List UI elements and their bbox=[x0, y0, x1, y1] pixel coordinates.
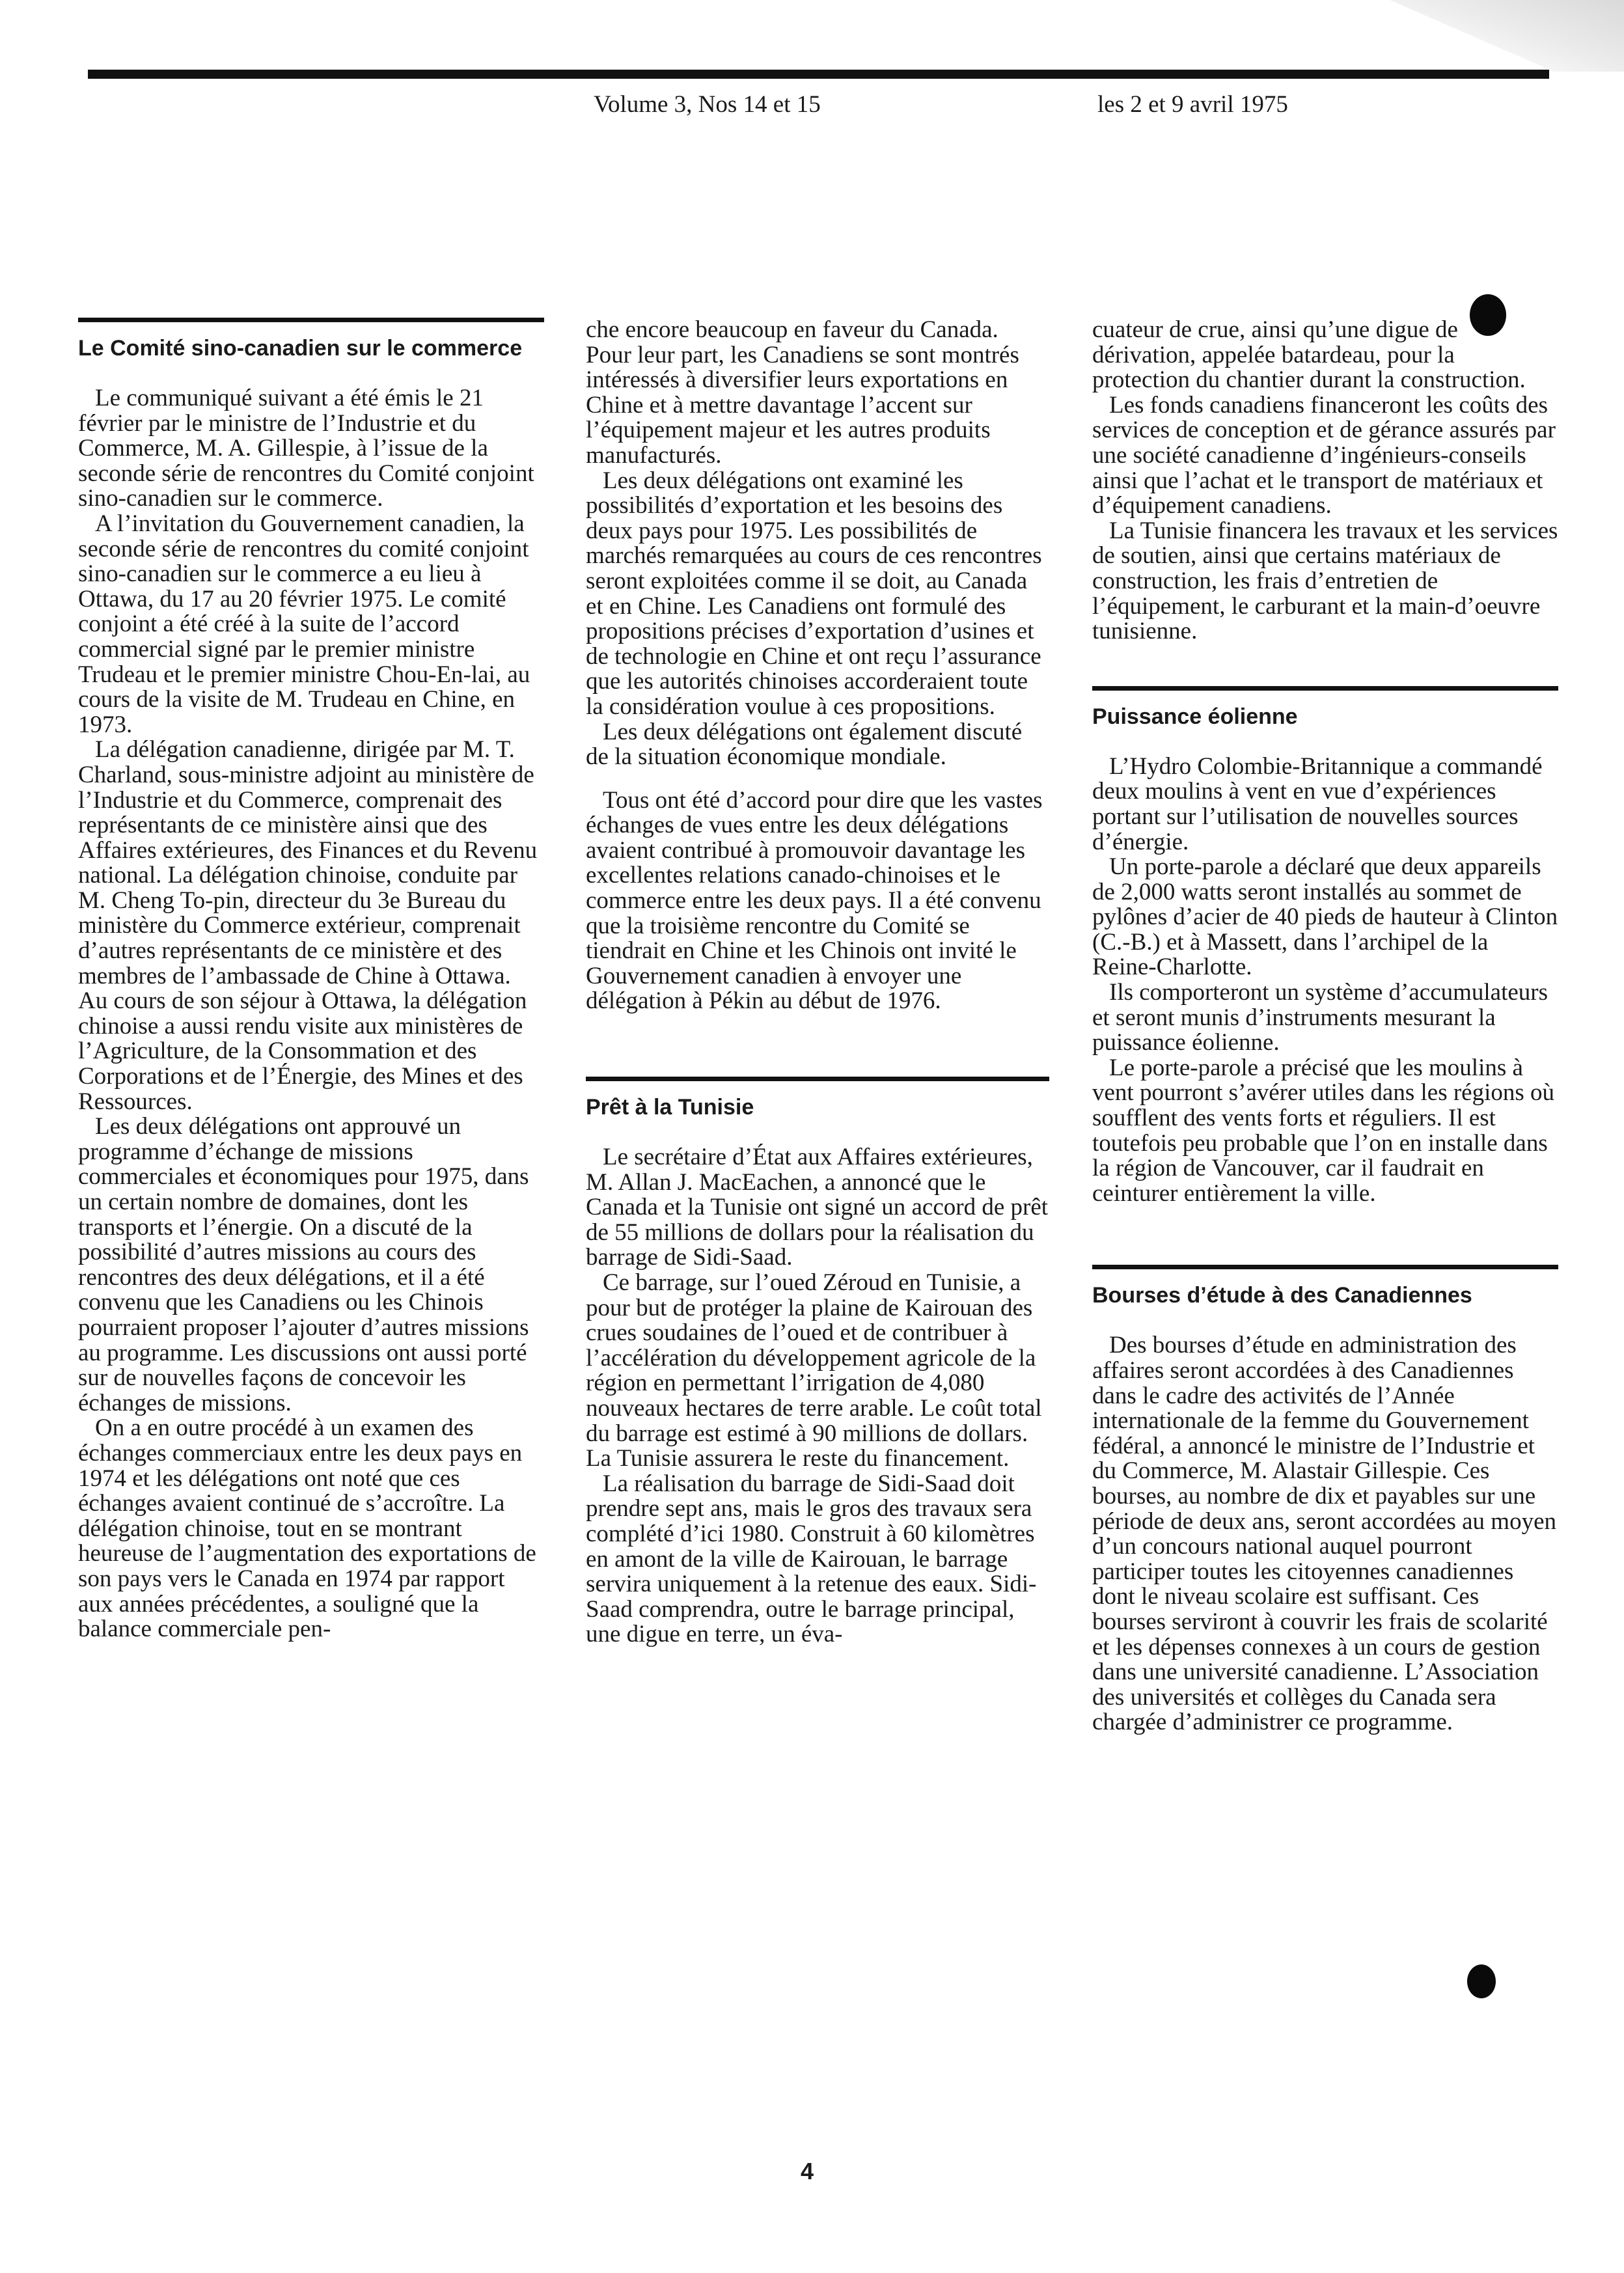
article-body-comite bbox=[78, 386, 544, 1642]
paragraph: Des bourses d’étude en administration des affaires seront accordées à des Canadiennes dans le cadre des activités de l’Année internationale de la femme du Gouvernement fédéral, a annoncé le ministre de l’Industrie et du Commerce, M. Alastair Gillespie. Ces bourses, au nombre de dix et payables sur une période de deux ans, seront accordées au moyen d’un concours national auquel pourront participer toutes les citoyennes canadiennes dont le niveau scolaire est suffisant. Ces bourses serviront à couvrir les frais de scolarité et les dépenses connexes à un cours de gestion dans une université canadienne. L’Association des universités et collèges du Canada sera chargée d’administrer ce programme. bbox=[1092, 1332, 1556, 1736]
paragraph: che encore beaucoup en faveur du Canada. Pour leur part, les Canadiens se sont montrés intéressés à diversifier leurs exportations en Chine et à mettre davantage l’accent sur l’équipement majeur et les autres produits manufacturés. bbox=[586, 316, 1019, 469]
paragraph: Tous ont été d’accord pour dire que les vastes échanges de vues entre les deux délégations avaient contribué à promouvoir davantage les excellentes relations canado-chinoises et le commerce entre les deux pays. Il a été convenu que la troisième rencontre du Comité se tiendrait en Chine et les Chinois ont invité le Gouvernement canadien à envoyer une délégation à Pékin au début de 1976. bbox=[586, 786, 1043, 1015]
paragraph: La délégation canadienne, dirigée par M. T. Charland, sous-ministre adjoint au ministère de l’Industrie et du Commerce, comprenait des représentants de ce ministère ainsi que des Affaires extérieures, des Finances et du Revenu national. La délégation chinoise, conduite par M. Cheng To-pin, directeur du 3e Bureau du ministère du Commerce extérieur, comprenait d’autres représentants de ce ministère et des membres de l’ambassade de Chine à Ottawa. Au cours de son séjour à Ottawa, la délégation chinoise a aussi rendu visite aux ministères de l’Agriculture, de la Consommation et des Corporations et de l’Énergie, des Mines et des Ressources. bbox=[78, 736, 538, 1115]
section-rule bbox=[586, 1077, 1049, 1081]
paragraph: A l’invitation du Gouvernement canadien, la seconde série de rencontres du comité conjoint sino-canadien sur le commerce a eu lieu à Ottawa, du 17 au 20 février 1975. Le comité conjoint a été créé à la suite de l’accord commercial signé par le premier ministre Trudeau et le premier ministre Chou-En-lai, au cours de la visite de M. Trudeau en Chine, en 1973. bbox=[78, 510, 530, 738]
article-title-tunisie: Prêt à la Tunisie bbox=[586, 1095, 754, 1120]
article-body-eolienne bbox=[1092, 754, 1558, 1207]
paragraph: Ils comporteront un système d’accumulateurs et seront munis d’instruments mesurant la puissance éolienne. bbox=[1092, 979, 1548, 1056]
volume-label: Volume 3, Nos 14 et 15 bbox=[594, 91, 821, 118]
article-title-eolienne: Puissance éolienne bbox=[1092, 704, 1298, 729]
header-rule bbox=[88, 70, 1549, 79]
paragraph: cuateur de crue, ainsi qu’une digue de dérivation, appelée batardeau, pour la protection du chantier durant la construction. bbox=[1092, 316, 1526, 394]
paragraph: L’Hydro Colombie-Britannique a commandé deux moulins à vent en vue d’expériences portant sur l’utilisation de nouvelles sources d’énergie. bbox=[1092, 752, 1543, 855]
paragraph: Les deux délégations ont approuvé un programme d’échange de missions commerciales et économiques pour 1975, dans un certain nombre de domaines, dont les transports et l’énergie. On a discuté de la possibilité d’autres missions au cours des rencontres des deux délégations, et il a été convenu que les Canadiens ou les Chinois pourraient proposer l’ajouter d’autres missions au programme. Les discussions ont aussi porté sur de nouvelles façons de concevoir les échanges de missions. bbox=[78, 1113, 529, 1416]
section-rule bbox=[1092, 686, 1558, 691]
ink-blot-mark bbox=[1470, 294, 1506, 336]
paragraph: Le porte-parole a précisé que les moulins à vent pourront s’avérer utiles dans les régions où soufflent des vents forts et réguliers. Il est toutefois peu probable que l’on en installe dans la région de Vancouver, car il faudrait en ceinturer entièrement la ville. bbox=[1092, 1054, 1555, 1207]
article-body-tunisie bbox=[586, 1145, 1049, 1647]
article-title-bourses: Bourses d’étude à des Canadiennes bbox=[1092, 1283, 1472, 1308]
column-3 bbox=[1092, 318, 1558, 1735]
paragraph: Un porte-parole a déclaré que deux appareils de 2,000 watts seront installés au sommet de pylônes d’acier de 40 pieds de hauteur à Clinton (C.-B.) et à Massett, dans l’archipel de la Reine-Charlotte. bbox=[1092, 853, 1558, 981]
column-1 bbox=[78, 318, 544, 1642]
paragraph: Les deux délégations ont également discuté de la situation économique mondiale. bbox=[586, 718, 1023, 771]
paragraph: La Tunisie financera les travaux et les services de soutien, ainsi que certains matériaux de construction, les frais d’entretien de l’équipement, le carburant et la main-d’oeuvre tunisienne. bbox=[1092, 517, 1558, 645]
paragraph: La réalisation du barrage de Sidi-Saad doit prendre sept ans, mais le gros des travaux sera complété d’ici 1980. Construit à 60 kilomètres en amont de la ville de Kairouan, le barrage servira uniquement à la retenue des eaux. Sidi-Saad comprendra, outre le barrage principal, une digue en terre, un éva- bbox=[586, 1470, 1037, 1648]
article-continuation-tunisie bbox=[1092, 318, 1558, 644]
page-number: 4 bbox=[801, 2158, 814, 2184]
paragraph: On a en outre procédé à un examen des échanges commerciaux entre les deux pays en 1974 et les délégations ont noté que ces échanges avaient continué de s’accroître. La délégation chinoise, tout en se montrant heureuse de l’augmentation des exportations de son pays vers le Canada en 1974 par rapport aux années précédentes, a souligné que la balance commerciale pen- bbox=[78, 1414, 536, 1643]
section-rule bbox=[78, 318, 544, 322]
page-corner-shadow bbox=[1390, 0, 1624, 72]
paragraph: Les deux délégations ont examiné les possibilités d’exportation et les besoins des deux pays pour 1975. Les possibilités de marchés remarquées au cours de ces rencontres seront exploitées comme il se doit, au Canada et en Chine. Les Canadiens ont formulé des propositions précises d’exportation d’usines et de technologie en Chine et ont reçu l’assurance que les autorités chinoises accorderaient toute la considération voulue à ces propositions. bbox=[586, 467, 1042, 720]
paragraph: Le secrétaire d’État aux Affaires extérieures, M. Allan J. MacEachen, a annoncé que le Canada et la Tunisie ont signé un accord de prêt de 55 millions de dollars pour la réalisation du barrage de Sidi-Saad. bbox=[586, 1144, 1049, 1271]
paragraph: Le communiqué suivant a été émis le 21 février par le ministre de l’Industrie et du Commerce, M. A. Gillespie, à l’issue de la seconde série de rencontres du Comité conjoint sino-canadien sur le commerce. bbox=[78, 385, 534, 512]
ink-blot-mark bbox=[1467, 1964, 1496, 1998]
paragraph: Ce barrage, sur l’oued Zéroud en Tunisie, a pour but de protéger la plaine de Kairouan des crues soudaines de l’oued et de contribuer à l’accélération du développement agricole de la région en permettant l’irrigation de 4,080 nouveaux hectares de terre arable. Le coût total du barrage est estimé à 90 millions de dollars. La Tunisie assurera le reste du financement. bbox=[586, 1269, 1042, 1472]
article-continuation-comite bbox=[586, 318, 1049, 1014]
article-body-bourses bbox=[1092, 1333, 1558, 1735]
section-rule bbox=[1092, 1265, 1558, 1269]
column-2 bbox=[586, 318, 1049, 1647]
paragraph: Les fonds canadiens financeront les coûts des services de conception et de gérance assurés par une société canadienne d’ingénieurs-conseils ainsi que l’achat et le transport de matériaux et d’équipement canadiens. bbox=[1092, 391, 1556, 519]
article-title-comite: Le Comité sino-canadien sur le commerce bbox=[78, 336, 523, 361]
issue-date: les 2 et 9 avril 1975 bbox=[1097, 91, 1288, 118]
